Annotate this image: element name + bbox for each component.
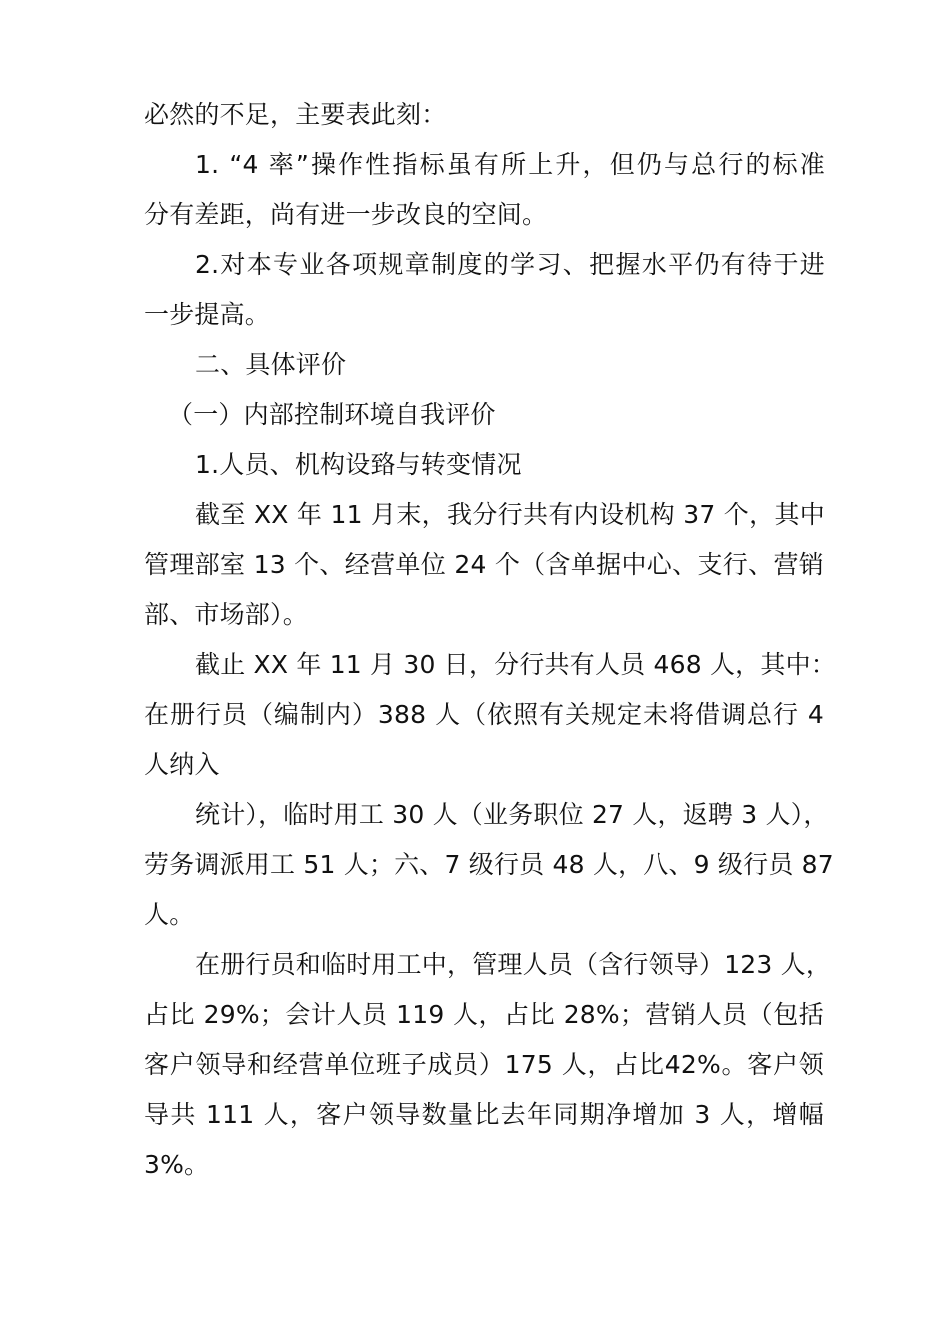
list-item-2: 2.对本专业各项规章制度的学习、把握水平仍有待于进 — [195, 250, 825, 279]
text-line: 分有差距，尚有进一步改良的空间。 — [144, 200, 548, 229]
paragraph-line: 客户领导和经营单位班子成员）175 人，占比42%。客户领 — [144, 1050, 824, 1079]
paragraph-line: 统计），临时用工 30 人（业务职位 27 人，返聘 3 人）， — [195, 800, 829, 829]
subsection-heading: （一）内部控制环境自我评价 — [168, 400, 496, 429]
paragraph-line: 部、市场部）。 — [144, 600, 308, 629]
section-heading: 二、具体评价 — [195, 350, 347, 379]
paragraph-line: 管理部室 13 个、经营单位 24 个（含单据中心、支行、营销 — [144, 550, 824, 579]
paragraph-line: 劳务调派用工 51 人；六、7 级行员 48 人，八、9 级行员 87 — [144, 850, 834, 879]
paragraph-line: 在册行员（编制内）388 人（依照有关规定未将借调总行 4 — [144, 700, 824, 729]
paragraph-line: 人纳入 — [144, 750, 220, 779]
paragraph-line: 导共 111 人，客户领导数量比去年同期净增加 3 人，增幅 — [144, 1100, 824, 1129]
paragraph-line: 占比 29%；会计人员 119 人，占比 28%；营销人员（包括 — [144, 1000, 824, 1029]
subsection-heading: 1.人员、机构设臵与转变情况 — [195, 450, 522, 479]
paragraph-line: 3%。 — [144, 1150, 210, 1179]
list-item-1: 1. “4 率”操作性指标虽有所上升，但仍与总行的标准 — [195, 150, 825, 179]
paragraph-line: 截至 XX 年 11 月末，我分行共有内设机构 37 个，其中 — [195, 500, 825, 529]
paragraph-line: 人。 — [144, 900, 195, 929]
paragraph-line: 截止 XX 年 11 月 30 日，分行共有人员 468 人，其中： — [195, 650, 836, 679]
text-line: 必然的不足，主要表此刻： — [144, 100, 447, 129]
paragraph-line: 在册行员和临时用工中，管理人员（含行领导）123 人， — [195, 950, 832, 979]
text-line: 一步提高。 — [144, 300, 271, 329]
